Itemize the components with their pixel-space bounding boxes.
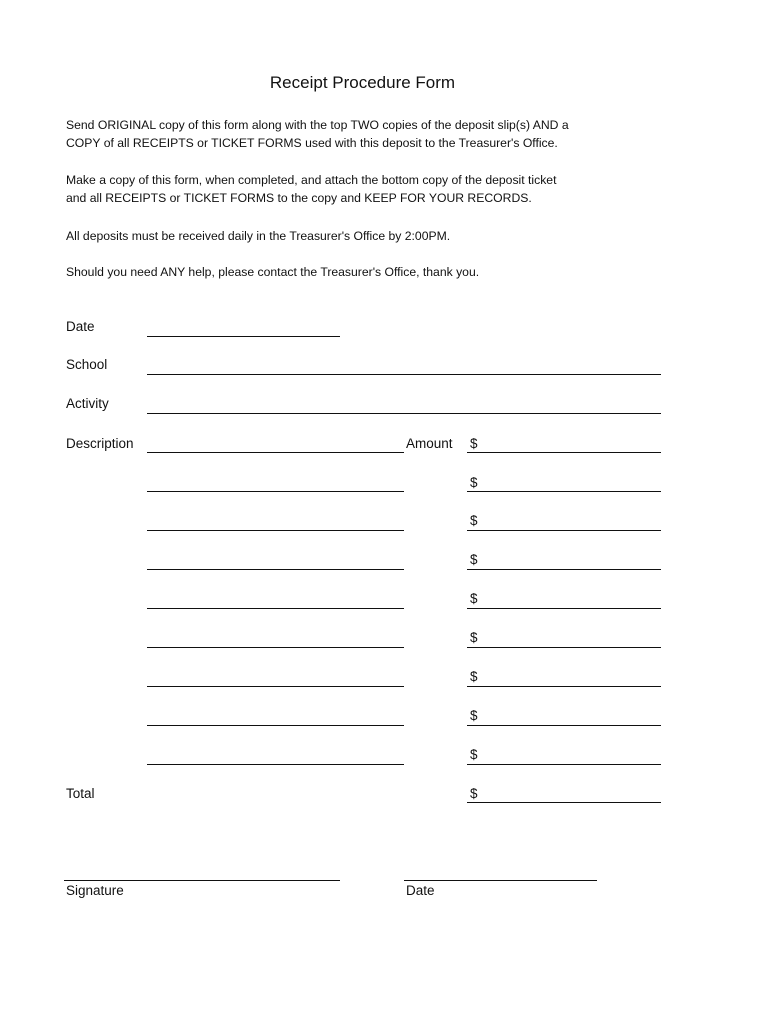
description-line[interactable] (147, 452, 404, 453)
total-amount-line[interactable] (467, 802, 661, 803)
signature-date-label: Date (406, 883, 435, 898)
description-line[interactable] (147, 647, 404, 648)
dollar-sign: $ (470, 708, 478, 723)
description-line[interactable] (147, 608, 404, 609)
total-label: Total (66, 786, 95, 801)
instruction-line: Send ORIGINAL copy of this form along with the top TWO copies of the deposit slip(s) AND a (66, 118, 569, 132)
description-line[interactable] (147, 491, 404, 492)
description-line[interactable] (147, 764, 404, 765)
instruction-line: and all RECEIPTS or TICKET FORMS to the copy and KEEP FOR YOUR RECORDS. (66, 191, 532, 205)
instruction-line: All deposits must be received daily in the Treasurer's Office by 2:00PM. (66, 229, 451, 243)
amount-line[interactable] (467, 569, 661, 570)
description-line[interactable] (147, 530, 404, 531)
amount-line[interactable] (467, 647, 661, 648)
amount-line[interactable] (467, 686, 661, 687)
signature-label: Signature (66, 883, 124, 898)
date-label: Date (66, 319, 95, 334)
amount-line[interactable] (467, 491, 661, 492)
dollar-sign: $ (470, 669, 478, 684)
school-field-line[interactable] (147, 374, 661, 375)
description-line[interactable] (147, 725, 404, 726)
description-label: Description (66, 436, 134, 451)
instruction-line: Make a copy of this form, when completed, and attach the bottom copy of the deposit ticket (66, 173, 557, 187)
form-title: Receipt Procedure Form (269, 73, 456, 92)
description-line[interactable] (147, 569, 404, 570)
dollar-sign: $ (470, 513, 478, 528)
activity-field-line[interactable] (147, 413, 661, 414)
dollar-sign: $ (470, 786, 478, 801)
amount-line[interactable] (467, 725, 661, 726)
signature-date-line[interactable] (404, 880, 597, 881)
dollar-sign: $ (470, 747, 478, 762)
signature-line[interactable] (64, 880, 340, 881)
dollar-sign: $ (470, 630, 478, 645)
amount-line[interactable] (467, 452, 661, 453)
instruction-line: COPY of all RECEIPTS or TICKET FORMS used with this deposit to the Treasurer's Office. (66, 136, 558, 150)
dollar-sign: $ (470, 436, 478, 451)
dollar-sign: $ (470, 552, 478, 567)
dollar-sign: $ (470, 591, 478, 606)
amount-label: Amount (406, 436, 453, 451)
description-line[interactable] (147, 686, 404, 687)
dollar-sign: $ (470, 475, 478, 490)
amount-line[interactable] (467, 530, 661, 531)
school-label: School (66, 357, 108, 372)
amount-line[interactable] (467, 608, 661, 609)
activity-label: Activity (66, 396, 109, 411)
date-field-line[interactable] (147, 336, 340, 337)
instruction-line: Should you need ANY help, please contact the Treasurer's Office, thank you. (66, 265, 480, 279)
amount-line[interactable] (467, 764, 661, 765)
